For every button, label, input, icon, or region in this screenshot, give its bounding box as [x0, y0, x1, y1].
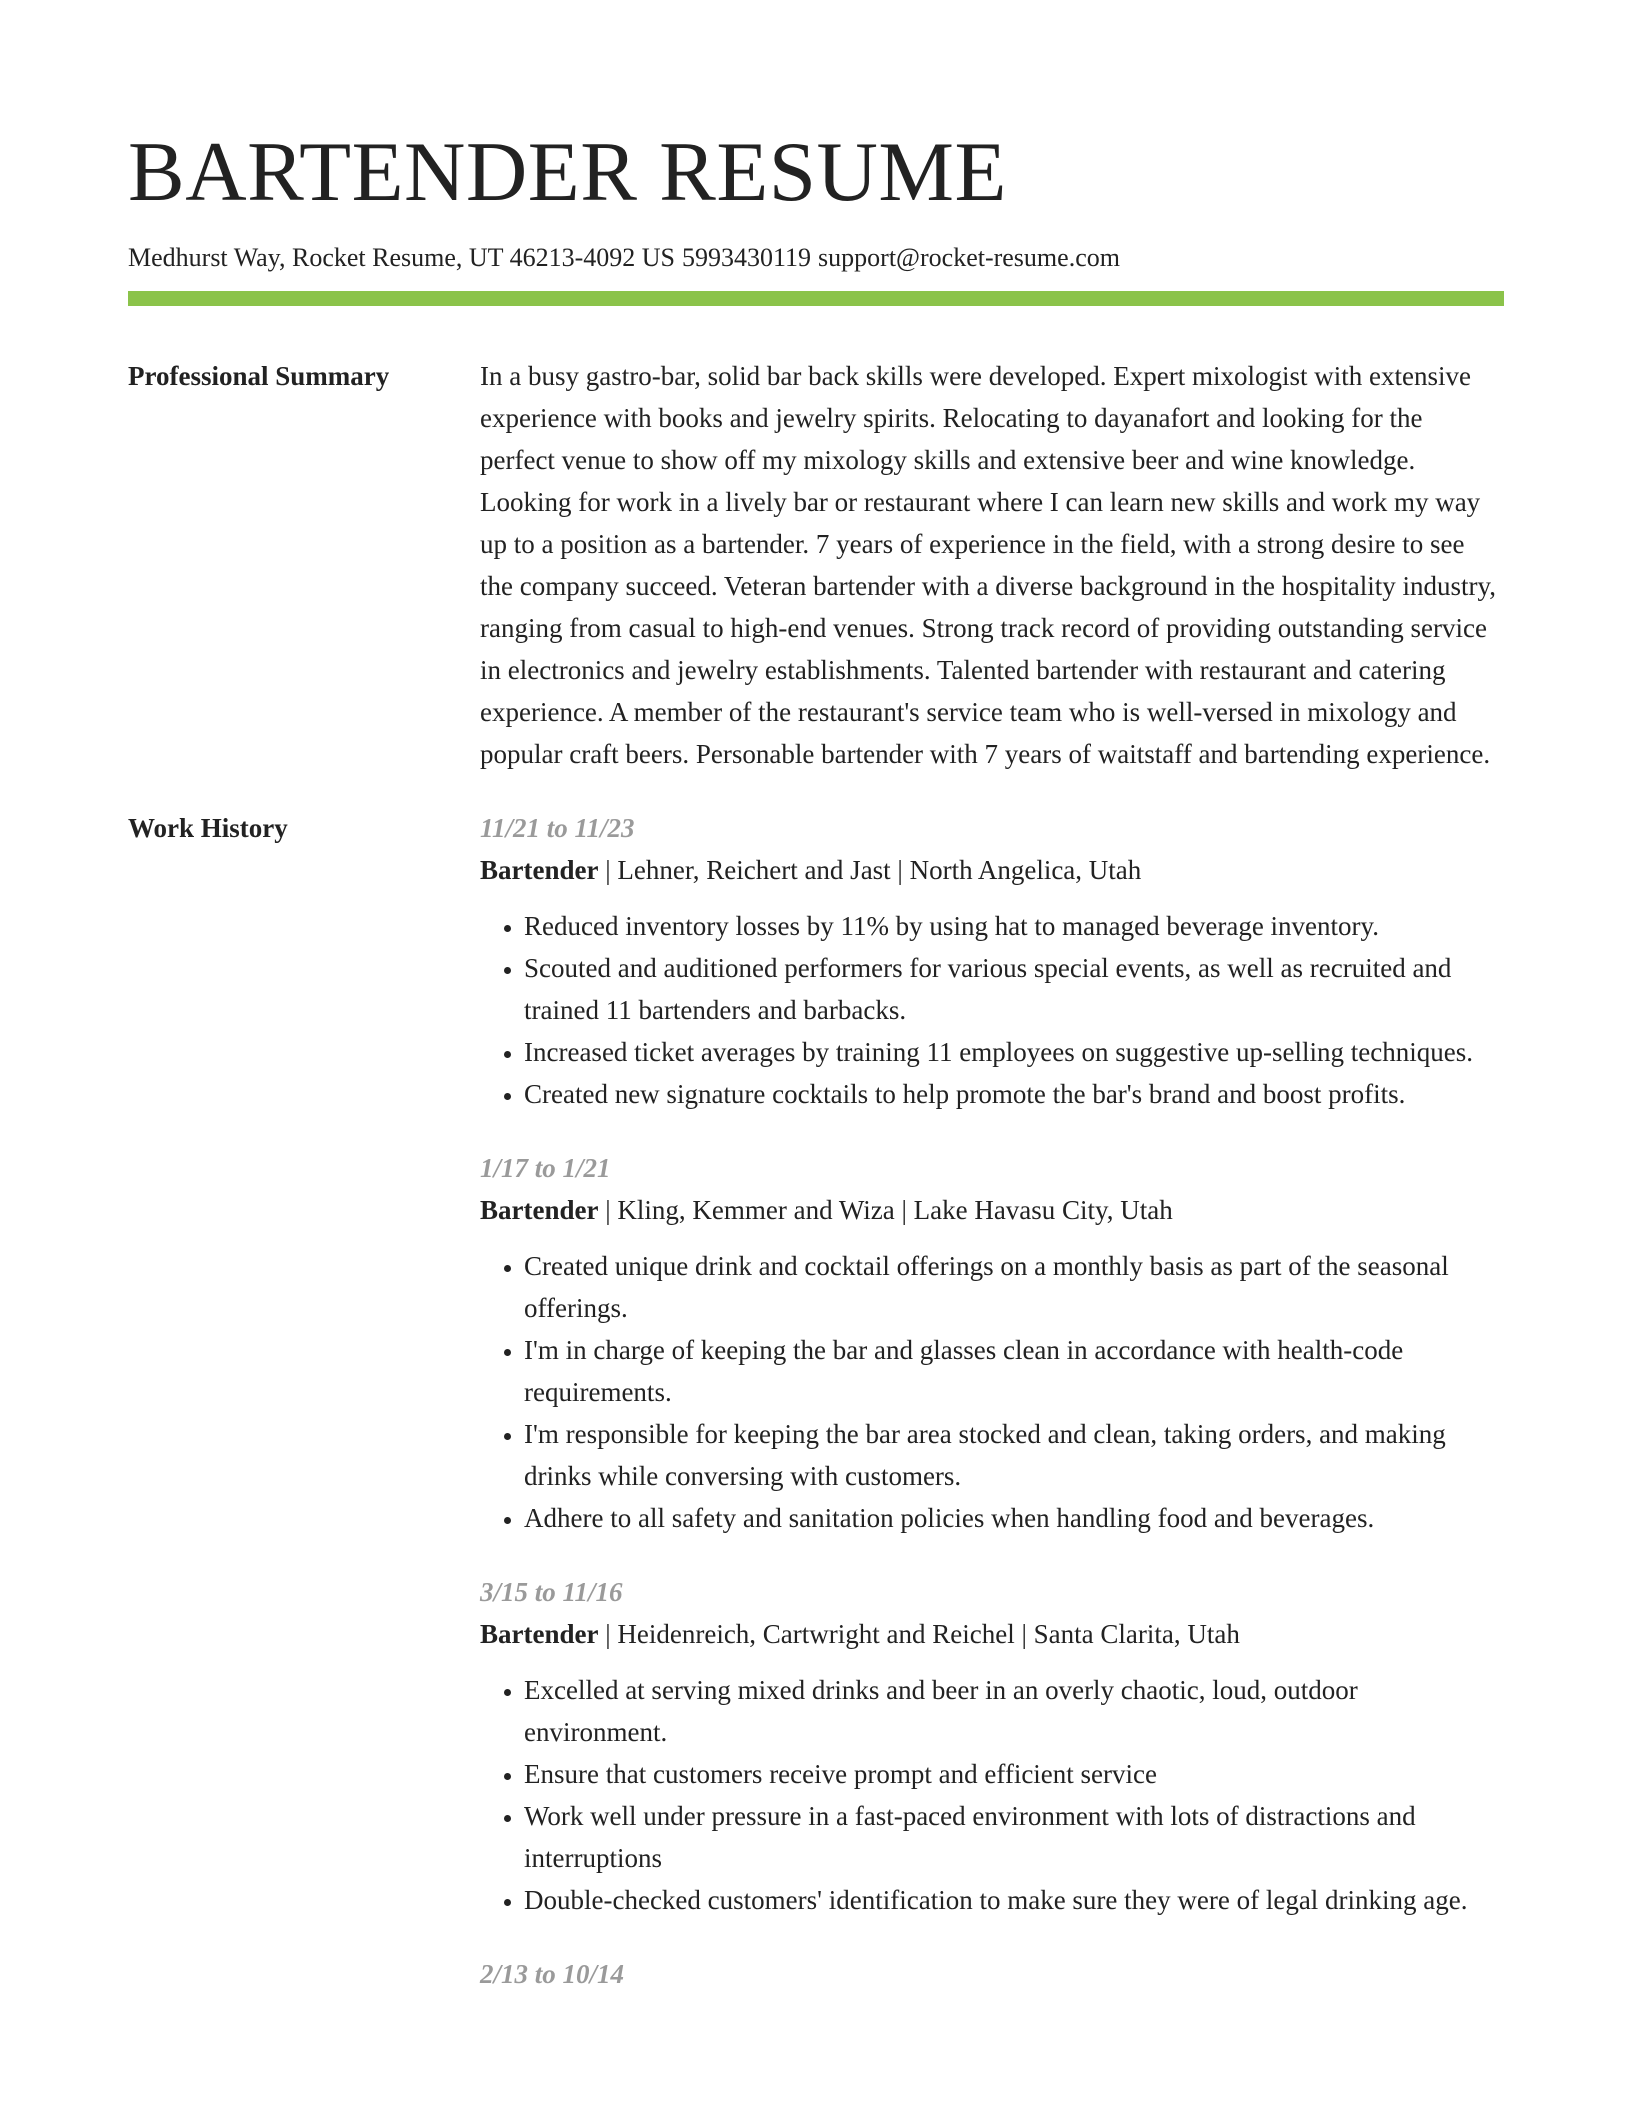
resume-title: BARTENDER RESUME	[128, 125, 1007, 219]
job-title: Bartender	[480, 1195, 599, 1225]
work-history-section	[128, 807, 1504, 2027]
job-bullet: • Increased ticket averages by training 11 employees on suggestive up-selling techniques.	[524, 1031, 1504, 1073]
job-bullet: • Ensure that customers receive prompt and efficient service	[524, 1753, 1504, 1795]
contact-address: Medhurst Way, Rocket Resume, UT 46213-4092 US	[128, 243, 675, 272]
job-dates: 11/21 to 11/23	[480, 813, 635, 843]
job-role-line	[480, 849, 1504, 891]
job-bullet: • Double-checked customers' identification to make sure they were of legal drinking age.	[524, 1879, 1504, 1921]
professional-summary-text: In a busy gastro-bar, solid bar back skills were developed. Expert mixologist with extensive experience with books and jewelry spirits. Relocating to dayanafort and looking for the perfect venue to show off my mixology skills and extensive beer and wine knowledge. Looking for work in a lively bar or restaurant where I can learn new skills and work my way up to a position as a bartender. 7 years of experience in the field, with a strong desire to see the company succeed. Veteran bartender with a diverse background in the hospitality industry, ranging from casual to high-end venues. Strong track record of providing outstanding service in electronics and jewelry establishments. Talented bartender with restaurant and catering experience. A member of the restaurant's service team who is well-versed in mixology and popular craft beers. Personable bartender with 7 years of waitstaff and bartending experience.	[480, 361, 1496, 769]
resume-page	[128, 0, 1504, 2027]
job-bullet: • Adhere to all safety and sanitation policies when handling food and beverages.	[524, 1497, 1504, 1539]
job-bullet-list	[480, 1245, 1504, 1539]
job-company-location: | Heidenreich, Cartwright and Reichel | Santa Clarita, Utah	[598, 1619, 1240, 1649]
job-entry	[480, 807, 1504, 1115]
job-company-location: | Lehner, Reichert and Jast | North Angelica, Utah	[598, 855, 1142, 885]
professional-summary-section	[128, 355, 1504, 775]
job-company-location: | Kling, Kemmer and Wiza | Lake Havasu City, Utah	[598, 1195, 1173, 1225]
section-label-work-history: Work History	[128, 813, 288, 843]
job-dates: 1/17 to 1/21	[480, 1153, 611, 1183]
header-divider	[128, 291, 1504, 306]
job-bullet: • Created unique drink and cocktail offerings on a monthly basis as part of the seasonal offerings.	[524, 1245, 1504, 1329]
contact-line	[128, 240, 1504, 276]
job-title: Bartender	[480, 855, 599, 885]
job-bullet-list	[480, 905, 1504, 1115]
job-dates: 3/15 to 11/16	[480, 1577, 623, 1607]
contact-email: support@rocket-resume.com	[818, 243, 1120, 272]
job-entry	[480, 1571, 1504, 1921]
job-entry	[480, 1147, 1504, 1539]
contact-phone: 5993430119	[682, 243, 812, 272]
job-bullet: • I'm responsible for keeping the bar area stocked and clean, taking orders, and making drinks while conversing with customers.	[524, 1413, 1504, 1497]
job-title: Bartender	[480, 1619, 599, 1649]
job-role-line	[480, 1189, 1504, 1231]
job-bullet: • Excelled at serving mixed drinks and beer in an overly chaotic, loud, outdoor environment.	[524, 1669, 1504, 1753]
job-bullet: • I'm in charge of keeping the bar and glasses clean in accordance with health-code requirements.	[524, 1329, 1504, 1413]
job-bullet: • Work well under pressure in a fast-paced environment with lots of distractions and interruptions	[524, 1795, 1504, 1879]
job-role-line	[480, 1613, 1504, 1655]
job-bullet: • Scouted and auditioned performers for various special events, as well as recruited and trained 11 bartenders and barbacks.	[524, 947, 1504, 1031]
job-entry	[480, 1953, 1504, 1995]
job-bullet: • Reduced inventory losses by 11% by using hat to managed beverage inventory.	[524, 905, 1504, 947]
work-history-list	[480, 807, 1504, 2027]
job-bullet-list	[480, 1669, 1504, 1921]
job-dates: 2/13 to 10/14	[480, 1959, 625, 1989]
job-bullet: • Created new signature cocktails to help promote the bar's brand and boost profits.	[524, 1073, 1504, 1115]
section-label-professional-summary: Professional Summary	[128, 361, 390, 391]
